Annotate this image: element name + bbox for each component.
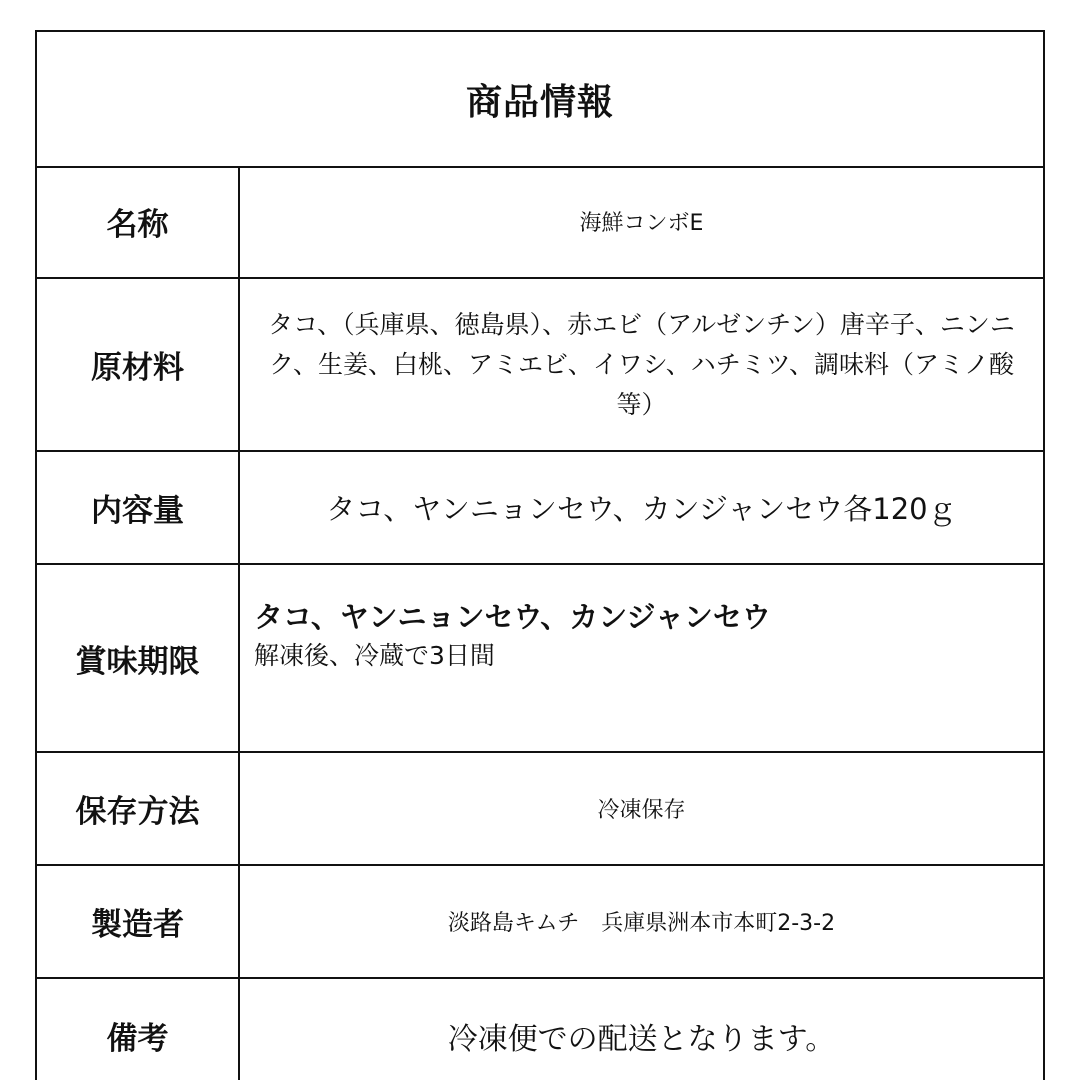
value-manufacturer: 淡路島キムチ 兵庫県洲本市本町2-3-2 — [447, 911, 836, 936]
best-before-line1: タコ、ヤンニョンセウ、カンジャンセウ — [254, 600, 771, 634]
value-ingredients: タコ、（兵庫県、徳島県）、赤エビ（アルゼンチン）唐辛子、ニンニク、生姜、白桃、アミエビ、イワシ、ハチミツ、調味料（アミノ酸等） — [268, 309, 1015, 419]
row-name — [37, 166, 1043, 279]
row-manufacturer — [37, 866, 1043, 979]
value-storage: 冷凍保存 — [597, 798, 686, 823]
label-notes: 備考 — [37, 979, 240, 1080]
label-best-before: 賞味期限 — [37, 565, 240, 751]
row-notes — [37, 979, 1043, 1080]
value-notes: 冷凍便での配送となります。 — [447, 1021, 836, 1057]
best-before-line2: 解凍後、冷蔵で3日間 — [254, 641, 495, 670]
product-info-table — [35, 30, 1045, 1080]
label-ingredients: 原材料 — [37, 279, 240, 450]
row-best-before — [37, 565, 1043, 753]
value-name: 海鮮コンボE — [579, 211, 704, 236]
label-contents: 内容量 — [37, 452, 240, 563]
row-ingredients — [37, 279, 1043, 452]
value-contents: タコ、ヤンニョンセウ、カンジャンセウ各120ｇ — [326, 492, 957, 526]
row-contents — [37, 452, 1043, 565]
row-storage — [37, 753, 1043, 866]
label-name: 名称 — [37, 166, 240, 277]
label-storage: 保存方法 — [37, 753, 240, 864]
table-title: 商品情報 — [37, 32, 1043, 168]
label-manufacturer: 製造者 — [37, 866, 240, 977]
value-best-before — [240, 565, 1043, 751]
